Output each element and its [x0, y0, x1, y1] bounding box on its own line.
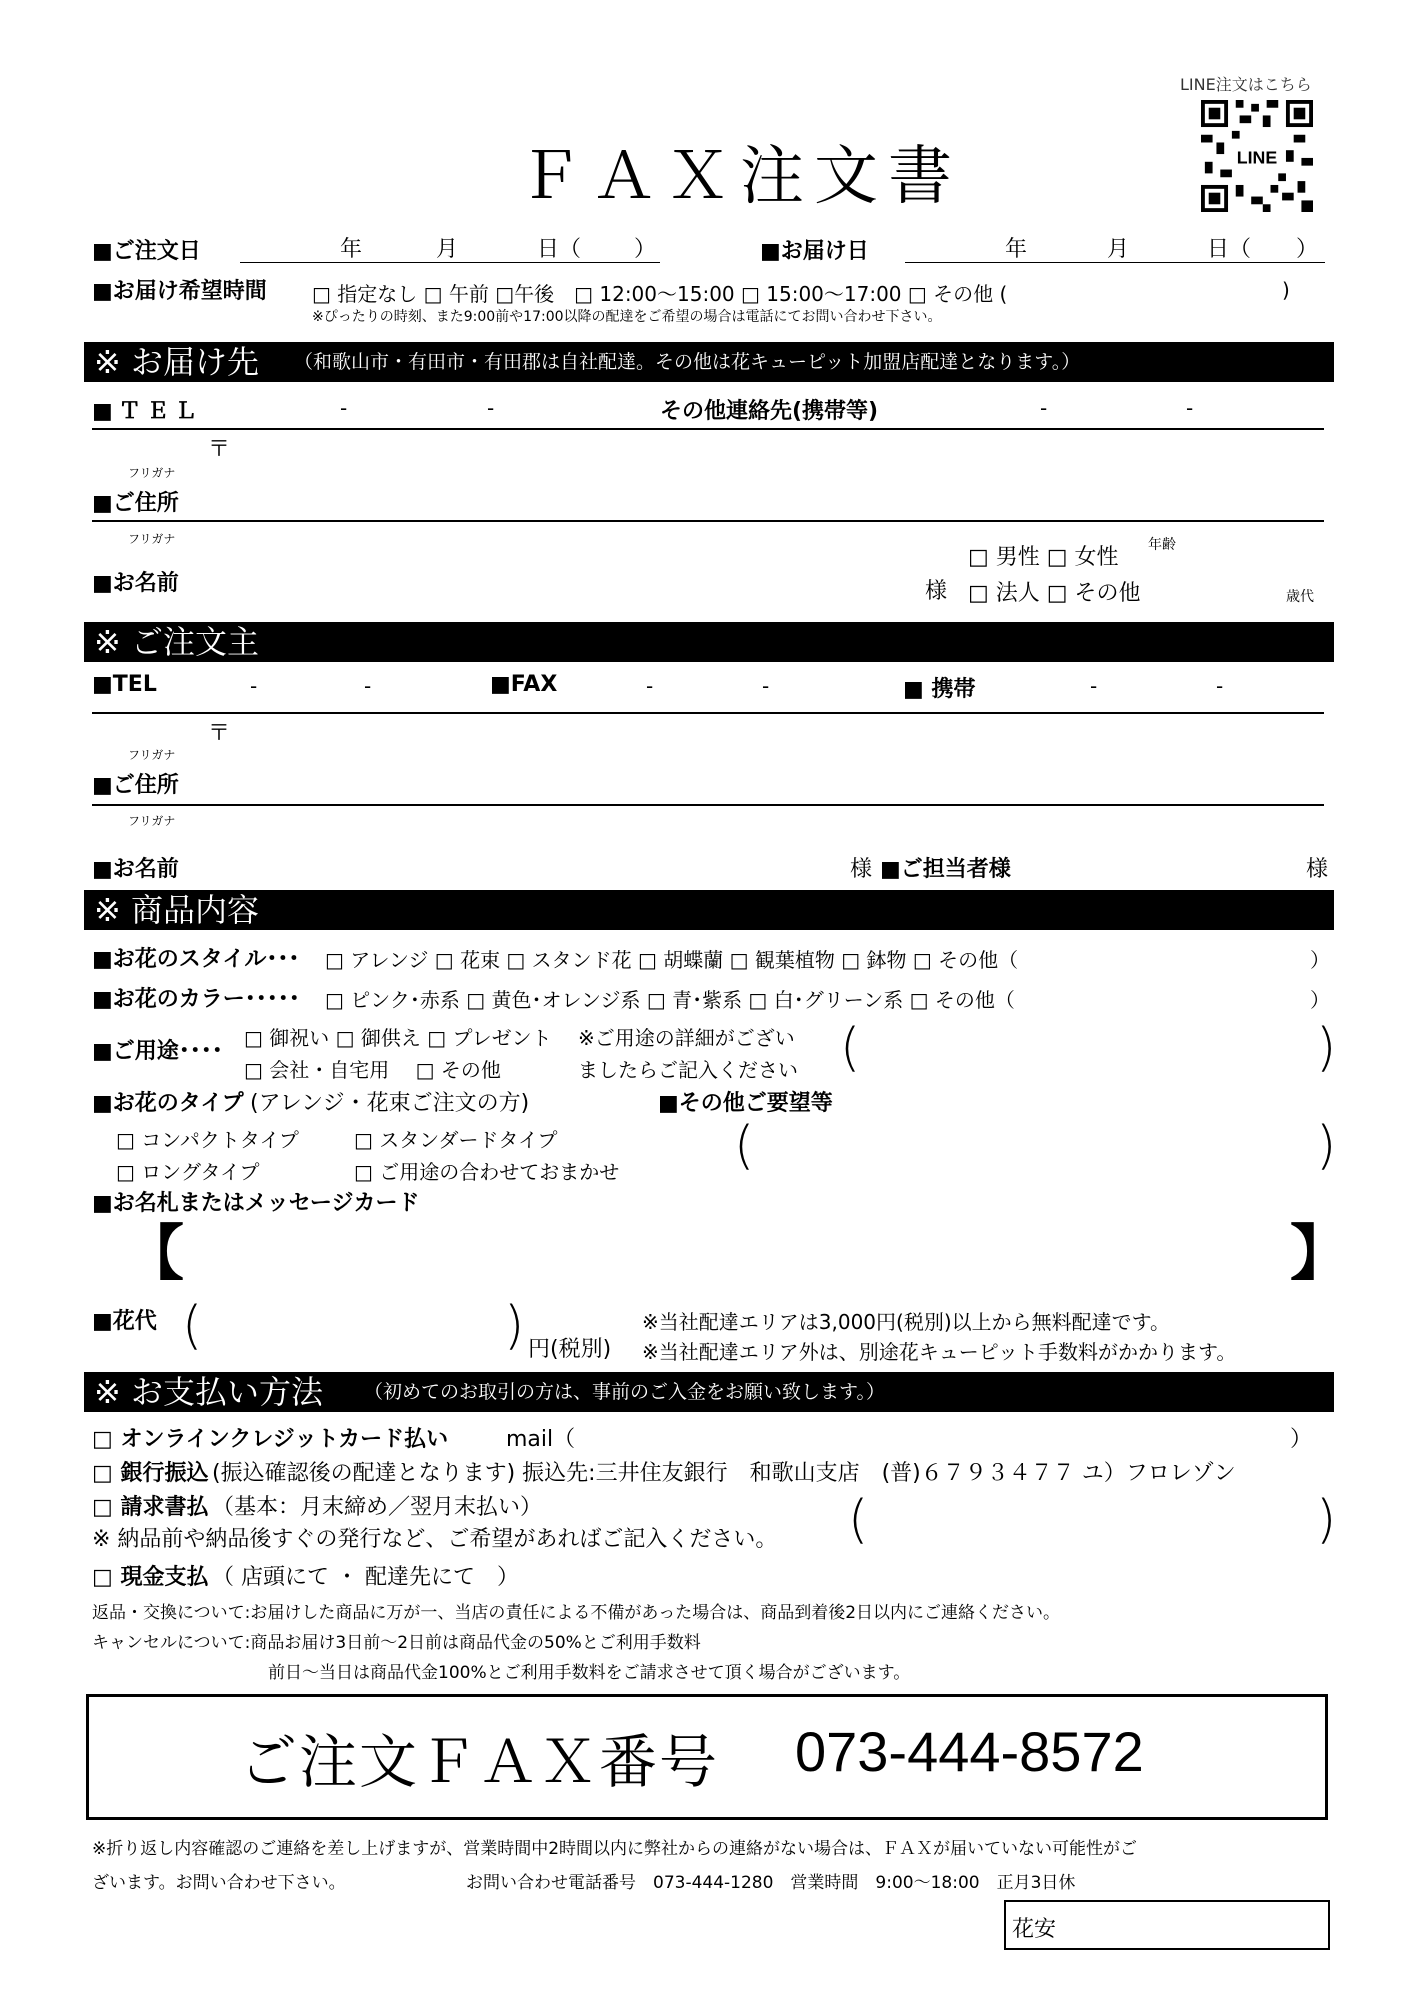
- delivery-date-field[interactable]: [905, 262, 1325, 263]
- cash-payment-note: （ 店頭にて ・ 配達先にて ）: [212, 1565, 519, 1590]
- type-standard-option[interactable]: □ スタンダードタイプ: [354, 1128, 558, 1152]
- bank-transfer-note: (振込確認後の配達となります) 振込先:三井住友銀行 和歌山支店 (普)６７９３４７７ ユ）フロレゾン: [212, 1461, 1236, 1486]
- recipient-postal-mark: 〒: [208, 437, 231, 462]
- orderer-address-field[interactable]: [92, 804, 1324, 806]
- time-note: ※ぴったりの時刻、また9:00前や17:00以降の配達をご希望の場合は電話にてお問い合わせ下さい。: [312, 309, 942, 325]
- order-date-field[interactable]: [240, 262, 660, 263]
- recipient-corp-options[interactable]: □ 法人 □ その他: [968, 581, 1141, 606]
- fax-number-box: [86, 1694, 1328, 1820]
- footer-note-2: ざいます。お問い合わせ下さい。: [92, 1873, 346, 1893]
- delivery-date-label: ■お届け日: [760, 239, 869, 264]
- recipient-address-furigana: フリガナ: [128, 466, 176, 480]
- shop-name: 花安: [1012, 1917, 1057, 1942]
- orderer-fax-dash-1: -: [646, 674, 654, 698]
- contact-person-sama: 様: [1306, 857, 1329, 882]
- invoice-request-close: ): [1316, 1490, 1337, 1550]
- recipient-name-label: ■お名前: [92, 571, 179, 596]
- orderer-tel-dash-2: -: [364, 674, 372, 698]
- flower-color-options[interactable]: □ ピンク･赤系 □ 黄色･オレンジ系 □ 青･紫系 □ 白･グリーン系 □ その他（: [325, 988, 1015, 1012]
- flower-color-label: ■お花のカラー･････: [92, 987, 300, 1012]
- price-note-2: ※当社配達エリア外は、別途花キューピット手数料がかかります。: [642, 1340, 1237, 1364]
- footer-note-1: ※折り返し内容確認のご連絡を差し上げますが、営業時間中2時間以内に弊社からの連絡がない場合は、ＦＡＸが届いていない可能性がご: [92, 1839, 1138, 1859]
- cancel-policy-2: 前日〜当日は商品代金100%とご利用手数料をご請求させて頂く場合がございます。: [268, 1663, 911, 1683]
- type-long-option[interactable]: □ ロングタイプ: [116, 1160, 260, 1184]
- flower-color-close: ）: [1310, 988, 1330, 1012]
- mail-label: mail（: [506, 1427, 576, 1452]
- recipient-header-bar: [84, 342, 1334, 382]
- recipient-tel-field[interactable]: [92, 428, 1324, 430]
- message-card-label: ■お名札またはメッセージカード: [92, 1191, 420, 1216]
- orderer-name-label: ■お名前: [92, 857, 179, 882]
- product-header-bar: [84, 890, 1334, 930]
- recipient-age-label: 年齢: [1148, 537, 1176, 553]
- orderer-header: ※ ご注文主: [94, 623, 259, 661]
- bank-transfer-option[interactable]: □ 銀行振込: [92, 1461, 209, 1486]
- fax-number: 073-444-8572: [795, 1720, 1144, 1783]
- price-note-1: ※当社配達エリアは3,000円(税別)以上から無料配達です。: [642, 1310, 1171, 1334]
- recipient-tel-dash-1: -: [340, 396, 348, 420]
- flower-style-label: ■お花のスタイル･･･: [92, 947, 300, 972]
- orderer-sama: 様: [850, 857, 873, 882]
- recipient-header: ※ お届け先: [94, 343, 259, 381]
- orderer-mobile-dash-2: -: [1216, 674, 1224, 698]
- type-compact-option[interactable]: □ コンパクトタイプ: [116, 1128, 299, 1152]
- order-date-label: ■ご注文日: [92, 239, 201, 264]
- orderer-header-bar: [84, 622, 1334, 662]
- invoice-request-open: (: [848, 1490, 869, 1550]
- invoice-option[interactable]: □ 請求書払: [92, 1495, 209, 1520]
- recipient-name-furigana: フリガナ: [128, 532, 176, 546]
- flower-style-close: ）: [1310, 948, 1330, 972]
- order-year-unit: 年: [340, 237, 363, 262]
- orderer-tel-label: ■TEL: [92, 672, 157, 697]
- price-close: ): [504, 1296, 525, 1356]
- order-day-close: ）: [634, 237, 657, 262]
- footer-contact: お問い合わせ電話番号 073-444-1280 営業時間 9:00〜18:00 正月3日休: [466, 1873, 1076, 1893]
- order-day-unit: 日（: [537, 237, 582, 262]
- recipient-gender-options[interactable]: □ 男性 □ 女性: [968, 545, 1119, 570]
- cash-payment-option[interactable]: □ 現金支払: [92, 1565, 209, 1590]
- orderer-fax-label: ■FAX: [490, 672, 558, 697]
- price-suffix: 円(税別): [528, 1337, 612, 1362]
- flower-type-label: ■お花のタイプ: [92, 1091, 244, 1116]
- mail-close: ）: [1290, 1427, 1313, 1452]
- other-request-open: (: [734, 1116, 755, 1176]
- other-request-close: ): [1316, 1116, 1337, 1176]
- message-card-open: 【: [124, 1219, 184, 1289]
- price-open: (: [182, 1296, 203, 1356]
- orderer-mobile-dash-1: -: [1090, 674, 1098, 698]
- flower-type-note: (アレンジ・花束ご注文の方): [250, 1091, 530, 1116]
- orderer-postal-mark: 〒: [208, 721, 231, 746]
- recipient-sama: 様: [925, 579, 948, 604]
- order-month-unit: 月: [436, 237, 459, 262]
- fax-number-label: ご注文ＦＡＸ番号: [239, 1728, 720, 1796]
- line-order-label: LINE注文はこちら: [1180, 75, 1312, 94]
- cancel-policy-1: キャンセルについて:商品お届け3日前〜2日前は商品代金の50%とご利用手数料: [92, 1633, 701, 1653]
- recipient-tel-label: ■ＴＥＬ: [92, 399, 203, 424]
- purpose-note-2: ましたらご記入ください: [578, 1058, 798, 1082]
- line-qr-code-icon[interactable]: [1200, 100, 1314, 212]
- delivery-year-unit: 年: [1005, 237, 1028, 262]
- payment-header-note: （初めてのお取引の方は、事前のご入金をお願い致します。）: [364, 1381, 885, 1403]
- purpose-options-row1[interactable]: □ 御祝い □ 御供え □ プレゼント: [244, 1026, 552, 1050]
- time-close: ): [1282, 278, 1290, 302]
- recipient-tel-dash-2: -: [487, 396, 495, 420]
- other-contact-label: その他連絡先(携帯等): [660, 399, 879, 424]
- purpose-label: ■ご用途････: [92, 1039, 223, 1064]
- product-header: ※ 商品内容: [94, 891, 259, 929]
- delivery-day-unit: 日（: [1207, 237, 1252, 262]
- other-contact-dash-2: -: [1186, 396, 1194, 420]
- orderer-name-furigana: フリガナ: [128, 814, 176, 828]
- purpose-detail-open: (: [840, 1018, 861, 1078]
- time-label: ■お届け希望時間: [92, 279, 267, 304]
- recipient-address-label: ■ご住所: [92, 491, 179, 516]
- shop-name-box: [1004, 1900, 1330, 1950]
- online-payment-option[interactable]: □ オンラインクレジットカード払い: [92, 1427, 449, 1452]
- orderer-fax-dash-2: -: [762, 674, 770, 698]
- other-request-label: ■その他ご要望等: [658, 1091, 833, 1116]
- purpose-detail-close: ): [1316, 1018, 1337, 1078]
- delivery-day-close: ）: [1296, 237, 1319, 262]
- orderer-tel-field[interactable]: [92, 712, 1324, 714]
- message-card-close: 】: [1290, 1219, 1350, 1289]
- price-label: ■花代: [92, 1309, 157, 1334]
- recipient-address-field[interactable]: [92, 520, 1324, 522]
- orderer-address-label: ■ご住所: [92, 773, 179, 798]
- recipient-header-note: （和歌山市・有田市・有田郡は自社配達。その他は花キューピット加盟店配達となります。）: [294, 351, 1081, 373]
- purpose-note-1: ※ご用途の詳細がござい: [578, 1026, 795, 1050]
- returns-policy: 返品・交換について:お届けした商品に万が一、当店の責任による不備があった場合は、商品到着後2日以内にご連絡ください。: [92, 1603, 1061, 1623]
- orderer-tel-dash-1: -: [250, 674, 258, 698]
- payment-header-bar: [84, 1372, 1334, 1412]
- svg-text:LINE: LINE: [1236, 147, 1278, 168]
- orderer-address-furigana: フリガナ: [128, 748, 176, 762]
- contact-person-label: ■ご担当者様: [880, 857, 1011, 882]
- page-title: ＦＡＸ注文書: [518, 140, 962, 214]
- other-contact-dash-1: -: [1040, 396, 1048, 420]
- time-options[interactable]: □ 指定なし □ 午前 □午後 □ 12:00〜15:00 □ 15:00〜17:00 □ その他 (: [312, 282, 1008, 306]
- flower-style-options[interactable]: □ アレンジ □ 花束 □ スタンド花 □ 胡蝶蘭 □ 観葉植物 □ 鉢物 □ その他（: [325, 948, 1019, 972]
- invoice-note: （基本：月末締め／翌月末払い）: [212, 1495, 543, 1520]
- invoice-note-2: ※ 納品前や納品後すぐの発行など、ご希望があればご記入ください。: [92, 1527, 778, 1552]
- delivery-month-unit: 月: [1107, 237, 1130, 262]
- purpose-options-row2[interactable]: □ 会社・自宅用 □ その他: [244, 1058, 501, 1082]
- orderer-mobile-label: ■ 携帯: [903, 677, 976, 702]
- payment-header: ※ お支払い方法: [94, 1373, 323, 1411]
- recipient-age-suffix: 歳代: [1286, 589, 1314, 605]
- type-auto-option[interactable]: □ ご用途の合わせておまかせ: [354, 1160, 620, 1184]
